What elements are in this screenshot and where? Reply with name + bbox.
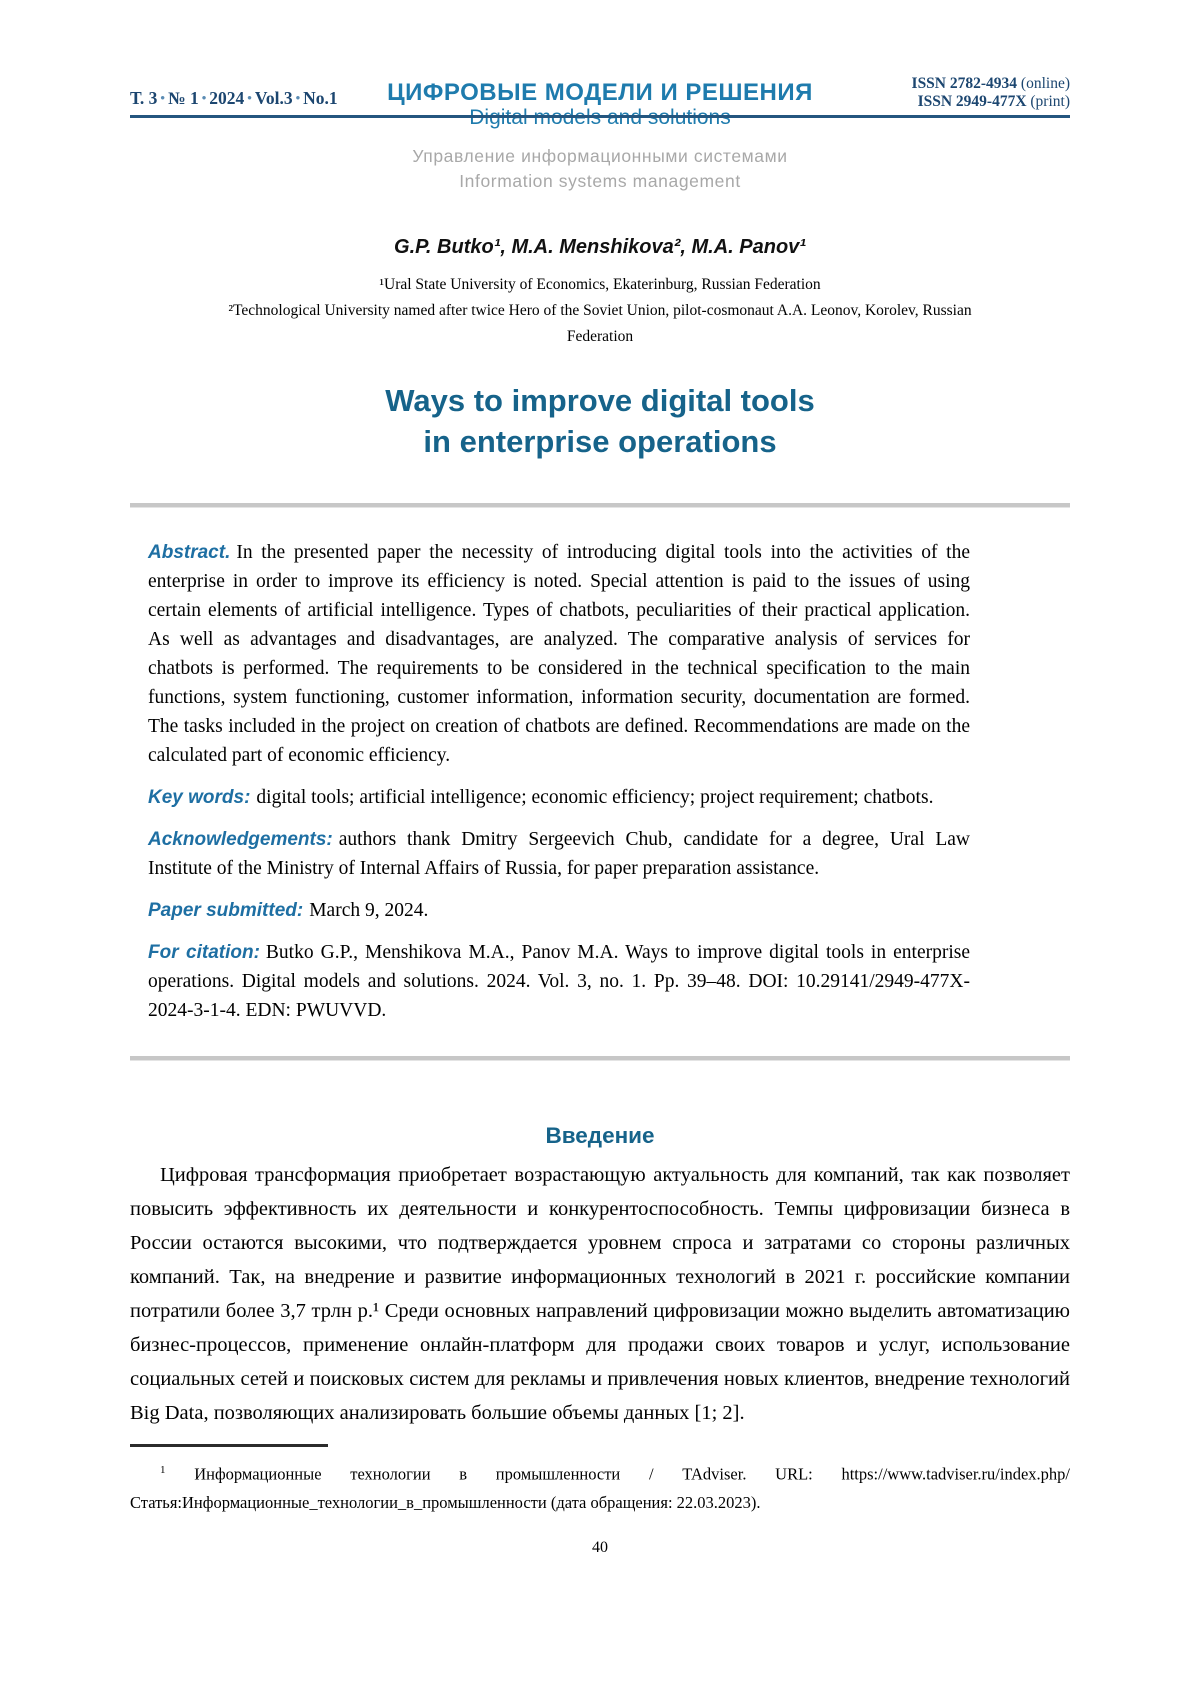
keywords-text: digital tools; artificial intelligence; economic efficiency; project requirement; chatbots. xyxy=(256,787,934,808)
footnote-text xyxy=(130,1456,1070,1518)
citation-text: Butko G.P., Menshikova M.A., Panov M.A. Ways to improve digital tools in enterprise operations. Digital models and solutions. 2024. Vol. 3, no. 1. Pp. 39–48. DOI: 10.29141/2949-477X-2024-3-1-4. EDN: PWUVVD. xyxy=(148,942,970,1021)
article-title-line1: Ways to improve digital tools xyxy=(385,383,815,418)
footnote xyxy=(130,1444,1070,1517)
affiliation-2: ²Technological University named after twice Hero of the Soviet Union, pilot-cosmonaut A.A. Leonov, Korolev, Russian Federation xyxy=(228,302,972,345)
affiliation-1: ¹Ural State University of Economics, Ekaterinburg, Russian Federation xyxy=(379,276,821,293)
issn-block xyxy=(912,75,1070,111)
abstract-label: Abstract. xyxy=(148,542,231,563)
dot-separator: • xyxy=(247,90,252,105)
issn-print: ISSN 2949-477X (print) xyxy=(917,93,1070,110)
journal-header xyxy=(130,74,1070,118)
section-name-ru: Управление информационными системами xyxy=(412,146,788,166)
submitted-label: Paper submitted: xyxy=(148,900,304,921)
paper-page xyxy=(130,0,1070,1557)
section-name-en: Information systems management xyxy=(459,171,741,191)
journal-name xyxy=(387,80,813,129)
affiliations xyxy=(210,272,990,350)
issn-online: ISSN 2782-4934 (online) xyxy=(911,75,1070,92)
article-title xyxy=(130,380,1070,462)
keywords-paragraph xyxy=(148,783,970,812)
footnote-body: Информационные технологии в промышленности / TAdviser. URL: https://www.tadviser.ru/index.php/ Статья:Информационные_технологии_в_промышленности (дата обращения: 22.03.2023). xyxy=(130,1464,1070,1512)
dot-separator: • xyxy=(201,90,207,105)
keywords-label: Key words: xyxy=(148,787,251,808)
volume-part: Vol.3 xyxy=(254,88,293,108)
journal-title-ru: ЦИФРОВЫЕ МОДЕЛИ И РЕШЕНИЯ xyxy=(387,79,813,106)
footnote-marker: 1 xyxy=(160,1463,166,1476)
header-rule xyxy=(130,115,1070,118)
acknowledgements-text: authors thank Dmitry Sergeevich Chub, candidate for a degree, Ural Law Institute of the Ministry of Internal Affairs of Russia, for paper preparation assistance. xyxy=(148,829,970,879)
intro-heading: Введение xyxy=(545,1123,655,1148)
volume-part: № 1 xyxy=(167,88,199,108)
submitted-text: March 9, 2024. xyxy=(309,900,429,921)
acknowledgements-label: Acknowledgements: xyxy=(148,829,333,850)
divider-rule-top xyxy=(130,503,1070,508)
citation-label: For citation: xyxy=(148,942,260,963)
dot-separator: • xyxy=(295,90,301,105)
volume-part: Т. 3 xyxy=(130,88,158,108)
volume-info xyxy=(130,88,338,109)
authors-line: G.P. Butko¹, M.A. Menshikova², M.A. Panov¹ xyxy=(394,236,806,258)
abstract-block xyxy=(148,538,970,1025)
footnote-rule xyxy=(130,1444,328,1447)
dot-separator: • xyxy=(160,90,165,105)
article-title-line2: in enterprise operations xyxy=(423,424,777,459)
acknowledgements-paragraph xyxy=(148,825,970,883)
submitted-paragraph xyxy=(148,896,970,925)
intro-paragraph: Цифровая трансформация приобретает возрастающую актуальность для компаний, так как позволяет повысить эффективность их деятельности и конкурентоспособность. Темпы цифровизации бизнеса в России остаются высокими, что подтверждается уровнем спроса и затратами со стороны различных компаний. Так, на внедрение и развитие информационных технологий в 2021 г. российские компании потратили более 3,7 трлн р.¹ Среди основных направлений цифровизации можно выделить автоматизацию бизнес-процессов, применение онлайн-платформ для продажи своих товаров и услуг, использование социальных сетей и поисковых систем для рекламы и привлечения новых клиентов, внедрение технологий Big Data, позволяющих анализировать большие объемы данных [1; 2]. xyxy=(130,1164,1070,1424)
divider-rule-bottom xyxy=(130,1056,1070,1061)
abstract-text: In the presented paper the necessity of introducing digital tools into the activities of the enterprise in order to improve its efficiency is noted. Special attention is paid to the issues of using certain elements of artificial intelligence. Types of chatbots, peculiarities of their practical application. As well as advantages and disadvantages, are analyzed. The comparative analysis of services for chatbots is performed. The requirements to be considered in the technical specification to the main functions, system functioning, customer information, information security, documentation are formed. The tasks included in the project on creation of chatbots are defined. Recommendations are made on the calculated part of economic efficiency. xyxy=(148,542,970,766)
abstract-paragraph xyxy=(148,538,970,770)
volume-part: 2024 xyxy=(209,88,245,108)
section-strip xyxy=(130,144,1070,194)
volume-part: No.1 xyxy=(303,88,338,108)
citation-paragraph xyxy=(148,938,970,1025)
page-number: 40 xyxy=(592,1539,608,1556)
